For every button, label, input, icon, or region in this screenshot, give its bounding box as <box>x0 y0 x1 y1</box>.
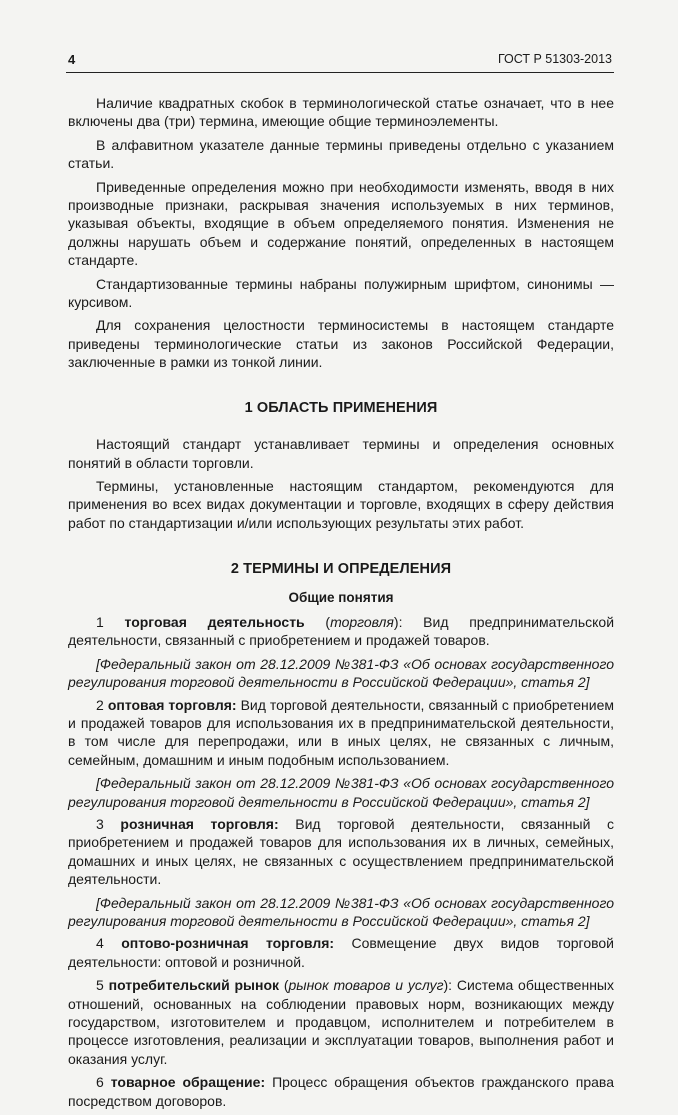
term-definition: Вид торговой деятельности, связанный с приобретением и продажей товаров для использования их в личных, семейных, домашних и иных целях, не связанных с осуществлением предпринимательской деятельности. <box>68 816 615 888</box>
term-entry <box>68 934 614 971</box>
term-entry <box>68 976 614 1068</box>
synonym-bracket: ) <box>443 977 449 994</box>
page-number: 4 <box>68 52 76 67</box>
running-header <box>68 52 612 72</box>
intro-paragraph: Наличие квадратных скобок в терминологической статье означает, что в нее включены два (три) термина, имеющие общие терминоэлементы. <box>68 95 614 130</box>
term-synonym: торговля <box>330 613 394 630</box>
term-definition: Совмещение двух видов торговой деятельности: оптовой и розничной. <box>68 935 614 970</box>
term-entry <box>68 613 614 650</box>
intro-paragraph: В алфавитном указателе данные термины приведены отдельно с указанием статьи. <box>68 136 614 172</box>
section-1-heading: 1 ОБЛАСТЬ ПРИМЕНЕНИЯ <box>244 399 438 416</box>
scope-paragraph: Термины, установленные настоящим стандартом, рекомендуются для применения во всех видах документации и торговле, входящих в сферу действия работ по стандартизации и/или использующих результаты этих работ. <box>68 477 614 531</box>
term-definition: Процесс обращения объектов гражданского права посредством договоров. <box>68 1074 614 1109</box>
term-number: 2 <box>96 696 104 713</box>
synonym-bracket: ) <box>393 613 399 630</box>
page-body <box>68 94 614 1115</box>
synonym-bracket: ( <box>304 613 331 630</box>
intro-paragraph: Для сохранения целостности терминосистемы в настоящем стандарте приведены терминологические статьи из законов Российской Федерации, заключенные в рамки из тонкой линии. <box>68 317 614 371</box>
term-name: товарное обращение: <box>110 1074 266 1091</box>
term-name: торговая деятельность <box>124 613 305 630</box>
term-name: оптово-розничная торговля: <box>121 935 335 952</box>
term-source: [Федеральный закон от 28.12.2009 №381-ФЗ «Об основах государственного регулирования торговой деятельности в Российской Федерации», статья 2] <box>68 655 614 691</box>
term-number: 5 <box>96 977 104 994</box>
term-synonym: рынок товаров и услуг <box>288 977 444 994</box>
section-2-heading: 2 ТЕРМИНЫ И ОПРЕДЕЛЕНИЯ <box>230 561 452 578</box>
term-source: [Федеральный закон от 28.12.2009 №381-ФЗ «Об основах государственного регулирования торговой деятельности в Российской Федерации», статья 2] <box>68 894 614 930</box>
term-number: 3 <box>96 816 104 832</box>
term-name: потребительский рынок <box>108 977 280 994</box>
term-entry <box>68 1073 614 1110</box>
term-definition: : Система общественных отношений, основанных на соблюдении правовых норм, возникающих между государством, изготовителем и продавцом, исполнителем и потребителем в процессе изготовления, реализации и эксплуатации товаров, выполнения работ и оказания услуг. <box>68 977 614 1067</box>
synonym-bracket: ( <box>279 977 289 994</box>
header-rule <box>66 72 614 73</box>
term-name: розничная торговля: <box>120 816 279 832</box>
scope-paragraph: Настоящий стандарт устанавливает термины и определения основных понятий в области торговли. <box>68 436 614 471</box>
term-definition: Вид торговой деятельности, связанный с приобретением и продажей товаров для использования их в предпринимательской деятельности, в том числе для перепродажи, или в иных целях, не связанных с личным, семейным, домашним и иным подобным использованием. <box>68 696 614 768</box>
term-entry <box>68 815 614 889</box>
subsection-heading: Общие понятия <box>288 589 394 605</box>
intro-paragraph: Приведенные определения можно при необходимости изменять, вводя в них производные признаки, раскрывая значения используемых в них терминов, указывая объекты, входящие в объем определяемого понятия. Изменения не должны нарушать объем и содержание понятий, определенных в настоящем стандарте. <box>68 178 614 269</box>
term-definition: : Вид предпринимательской деятельности, связанный с приобретением и продажей товаров. <box>68 613 615 649</box>
term-source: [Федеральный закон от 28.12.2009 №381-ФЗ «Об основах государственного регулирования торговой деятельности в Российской Федерации», статья 2] <box>68 775 614 810</box>
term-name: оптовая торговля: <box>107 696 237 713</box>
term-number: 1 <box>96 613 104 630</box>
intro-paragraph: Стандартизованные термины набраны полужирным шрифтом, синонимы — курсивом. <box>68 275 614 311</box>
standard-designation: ГОСТ Р 51303-2013 <box>497 52 612 66</box>
term-number: 6 <box>96 1074 104 1091</box>
term-number: 4 <box>96 935 104 952</box>
term-entry <box>68 696 614 770</box>
